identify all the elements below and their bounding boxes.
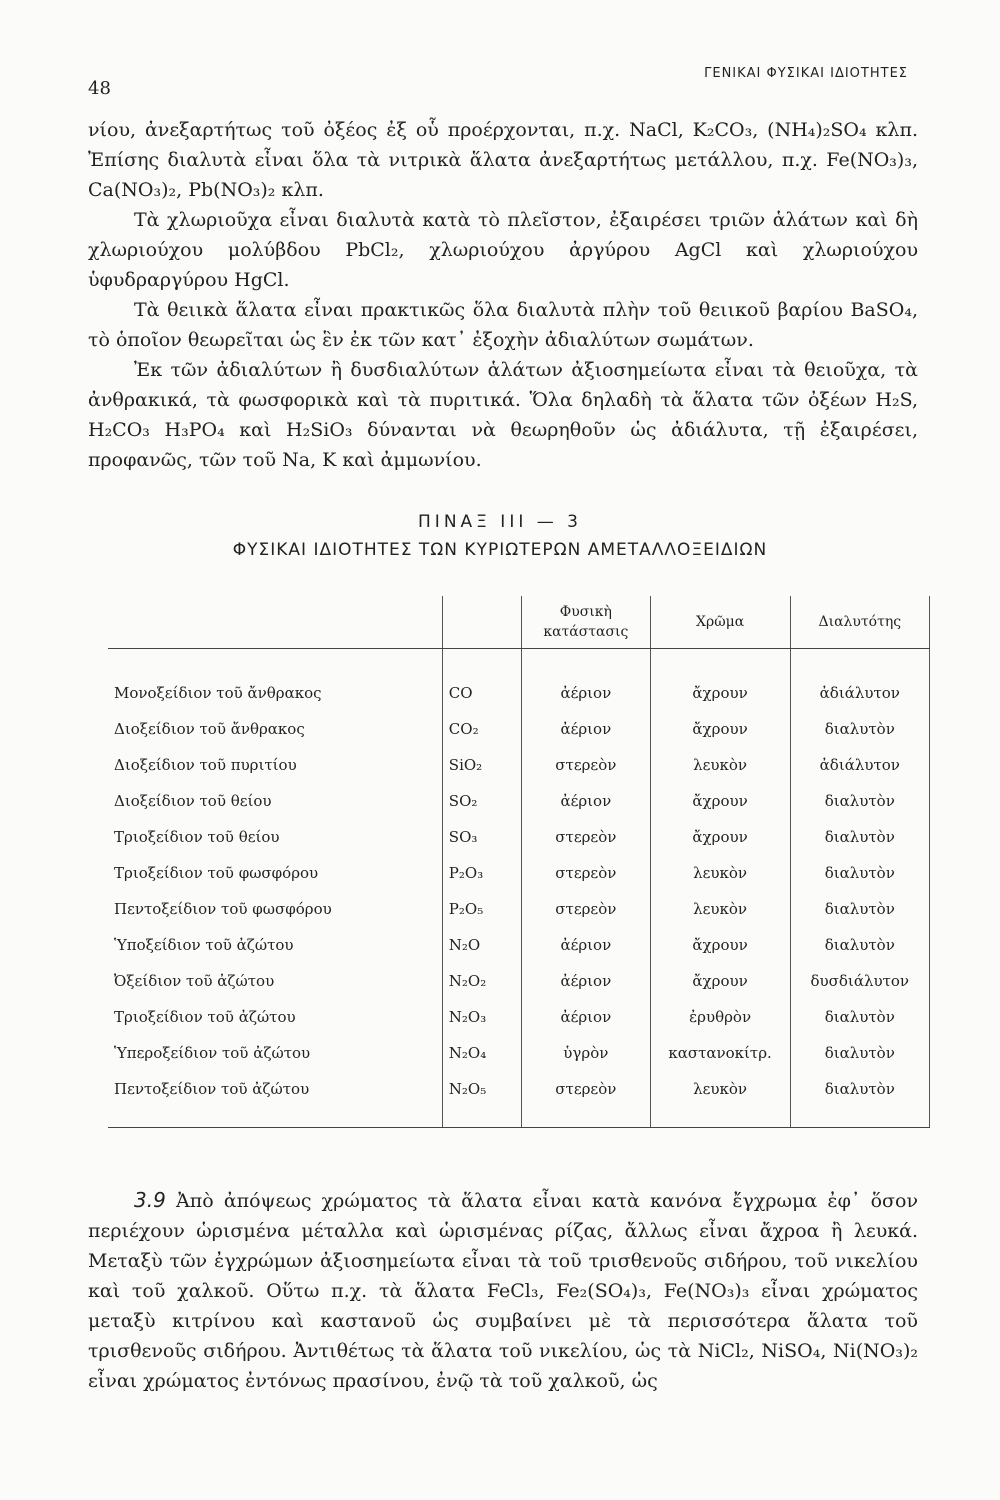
table-row [108, 999, 930, 1035]
header-name [108, 596, 442, 649]
cell-solubility: διαλυτὸν [790, 855, 929, 891]
table-row [108, 927, 930, 963]
cell-name: Διοξείδιον τοῦ πυριτίου [114, 756, 297, 774]
cell-formula: CO [442, 675, 521, 711]
header-solubility: Διαλυτότης [790, 596, 929, 649]
table-spacer [108, 649, 930, 676]
cell-state: ἀέριον [522, 783, 651, 819]
cell-name: Πεντοξείδιον τοῦ φωσφόρου [114, 900, 332, 918]
cell-state: ὑγρὸν [522, 1035, 651, 1071]
cell-name: Πεντοξείδιον τοῦ ἀζώτου [114, 1080, 310, 1098]
cell-solubility: διαλυτὸν [790, 999, 929, 1035]
paragraph: Ἐκ τῶν ἀδιαλύτων ἢ δυσδιαλύτων ἁλάτων ἀξιοσημείωτα εἶναι τὰ θειοῦχα, τὰ ἀνθρακικά, τὰ φωσφορικὰ καὶ τὰ πυριτικά. Ὅλα δηλαδὴ τὰ ἅλατα τῶν ὀξέων H₂S, H₂CO₃ H₃PO₄ καὶ H₂SiO₃ δύνανται νὰ θεωρηθοῦν ὡς ἀδιάλυτα, τῇ ἐξαιρέσει, προφανῶς, τῶν τοῦ Na, K καὶ ἀμμωνίου. [88, 359, 918, 471]
section-3-9 [88, 1185, 918, 1396]
table-row [108, 819, 930, 855]
cell-formula: N₂O₅ [442, 1071, 521, 1107]
cell-name: Διοξείδιον τοῦ θείου [114, 792, 272, 810]
cell-formula: P₂O₅ [442, 891, 521, 927]
cell-color: ἄχρουν [650, 675, 790, 711]
cell-solubility: ἀδιάλυτον [790, 675, 929, 711]
oxides-table [108, 596, 930, 1128]
header-color: Χρῶμα [650, 596, 790, 649]
cell-formula: SO₃ [442, 819, 521, 855]
table-number: ΠΙΝΑΞ III — 3 [418, 512, 582, 532]
table-row [108, 711, 930, 747]
page-number: 48 [88, 78, 111, 99]
cell-state: στερεὸν [522, 1071, 651, 1107]
cell-state: ἀέριον [522, 927, 651, 963]
cell-color: ἄχρουν [650, 819, 790, 855]
cell-solubility: δυσδιάλυτον [790, 963, 929, 999]
table-row [108, 963, 930, 999]
intro-text [88, 115, 918, 475]
table-row [108, 1035, 930, 1071]
table-row [108, 675, 930, 711]
cell-state: ἀέριον [522, 963, 651, 999]
cell-color: ἐρυθρὸν [650, 999, 790, 1035]
cell-state: ἀέριον [522, 999, 651, 1035]
cell-formula: SO₂ [442, 783, 521, 819]
cell-solubility: διαλυτὸν [790, 783, 929, 819]
cell-color: λευκὸν [650, 891, 790, 927]
section-number: 3.9 [134, 1188, 166, 1212]
cell-color: λευκὸν [650, 1071, 790, 1107]
cell-solubility: διαλυτὸν [790, 711, 929, 747]
cell-state: στερεὸν [522, 855, 651, 891]
cell-formula: SiO₂ [442, 747, 521, 783]
header-formula [442, 596, 521, 649]
cell-name: Τριοξείδιον τοῦ θείου [114, 828, 280, 846]
cell-solubility: διαλυτὸν [790, 1071, 929, 1107]
cell-color: ἄχρουν [650, 783, 790, 819]
cell-name: Τριοξείδιον τοῦ ἀζώτου [114, 1008, 296, 1026]
cell-formula: N₂O [442, 927, 521, 963]
table-title: ΦΥΣΙΚΑΙ ΙΔΙΟΤΗΤΕΣ ΤΩΝ ΚΥΡΙΩΤΕΡΩΝ ΑΜΕΤΑΛΛΟΞΕΙΔΙΩΝ [232, 540, 768, 560]
header-state: Φυσικὴ κατάστασις [522, 596, 651, 649]
paragraph: νίου, ἀνεξαρτήτως τοῦ ὀξέος ἐξ οὗ προέρχονται, π.χ. NaCl, K₂CO₃, (NH₄)₂SO₄ κλπ. Ἐπίσης διαλυτὰ εἶναι ὅλα τὰ νιτρικὰ ἅλατα ἀνεξαρτήτως μετάλλου, π.χ. Fe(NO₃)₃, Ca(NO₃)₂, Pb(NO₃)₂ κλπ. [88, 119, 918, 201]
cell-state: ἀέριον [522, 711, 651, 747]
cell-name: Ὑποξείδιον τοῦ ἀζώτου [114, 936, 294, 954]
cell-state: στερεὸν [522, 747, 651, 783]
paragraph: Τὰ θειικὰ ἅλατα εἶναι πρακτικῶς ὅλα διαλυτὰ πλὴν τοῦ θειικοῦ βαρίου BaSO₄, τὸ ὁποῖον θεωρεῖται ὡς ἓν ἐκ τῶν κατ᾽ ἐξοχὴν ἀδιαλύτων σωμάτων. [88, 299, 918, 351]
cell-formula: P₂O₃ [442, 855, 521, 891]
table-row [108, 747, 930, 783]
table-row [108, 891, 930, 927]
cell-formula: N₂O₂ [442, 963, 521, 999]
cell-name: Μονοξείδιον τοῦ ἄνθρακος [114, 684, 322, 702]
cell-formula: N₂O₄ [442, 1035, 521, 1071]
cell-color: λευκὸν [650, 855, 790, 891]
cell-formula: N₂O₃ [442, 999, 521, 1035]
cell-formula: CO₂ [442, 711, 521, 747]
cell-color: ἄχρουν [650, 711, 790, 747]
cell-color: ἄχρουν [650, 927, 790, 963]
running-head: ΓΕΝΙΚΑΙ ΦΥΣΙΚΑΙ ΙΔΙΟΤΗΤΕΣ [704, 66, 908, 81]
cell-solubility: ἀδιάλυτον [790, 747, 929, 783]
cell-solubility: διαλυτὸν [790, 819, 929, 855]
paragraph: Τὰ χλωριοῦχα εἶναι διαλυτὰ κατὰ τὸ πλεῖστον, ἐξαιρέσει τριῶν ἁλάτων καὶ δὴ χλωριούχου μολύβδου PbCl₂, χλωριούχου ἀργύρου AgCl καὶ χλωριούχου ὑφυδραργύρου HgCl. [88, 209, 918, 291]
cell-color: καστανοκίτρ. [650, 1035, 790, 1071]
cell-state: ἀέριον [522, 675, 651, 711]
section-text: Ἀπὸ ἀπόψεως χρώματος τὰ ἅλατα εἶναι κατὰ κανόνα ἔγχρωμα ἐφ᾽ ὅσον περιέχουν ὡρισμένα μέταλλα καὶ ὡρισμένας ρίζας, ἄλλως εἶναι ἄχροα ἢ λευκά. Μεταξὺ τῶν ἐγχρώμων ἀξιοσημείωτα εἶναι τὰ τοῦ τρισθενοῦς σιδήρου, τοῦ νικελίου καὶ τοῦ χαλκοῦ. Οὕτω π.χ. τὰ ἅλατα FeCl₃, Fe₂(SO₄)₃, Fe(NO₃)₃ εἶναι χρώματος μεταξὺ κιτρίνου καὶ καστανοῦ ὡς συμβαίνει μὲ τὰ περισσότερα ἅλατα τοῦ τρισθενοῦς σιδήρου. Ἀντιθέτως τὰ ἅλατα τοῦ νικελίου, ὡς τὰ NiCl₂, NiSO₄, Ni(NO₃)₂ εἶναι χρώματος ἐντόνως πρασίνου, ἐνῷ τὰ τοῦ χαλκοῦ, ὡς [88, 1190, 918, 1392]
table-row [108, 783, 930, 819]
cell-state: στερεὸν [522, 891, 651, 927]
table-row [108, 855, 930, 891]
table-row [108, 1071, 930, 1107]
cell-name: Διοξείδιον τοῦ ἄνθρακος [114, 720, 305, 738]
cell-color: ἄχρουν [650, 963, 790, 999]
cell-state: στερεὸν [522, 819, 651, 855]
cell-name: Ὀξείδιον τοῦ ἀζώτου [114, 972, 275, 990]
cell-color: λευκὸν [650, 747, 790, 783]
cell-name: Ὑπεροξείδιον τοῦ ἀζώτου [114, 1044, 311, 1062]
cell-solubility: διαλυτὸν [790, 891, 929, 927]
table-spacer [108, 1107, 930, 1128]
table-header-row [108, 596, 930, 649]
cell-solubility: διαλυτὸν [790, 927, 929, 963]
cell-solubility: διαλυτὸν [790, 1035, 929, 1071]
cell-name: Τριοξείδιον τοῦ φωσφόρου [114, 864, 319, 882]
